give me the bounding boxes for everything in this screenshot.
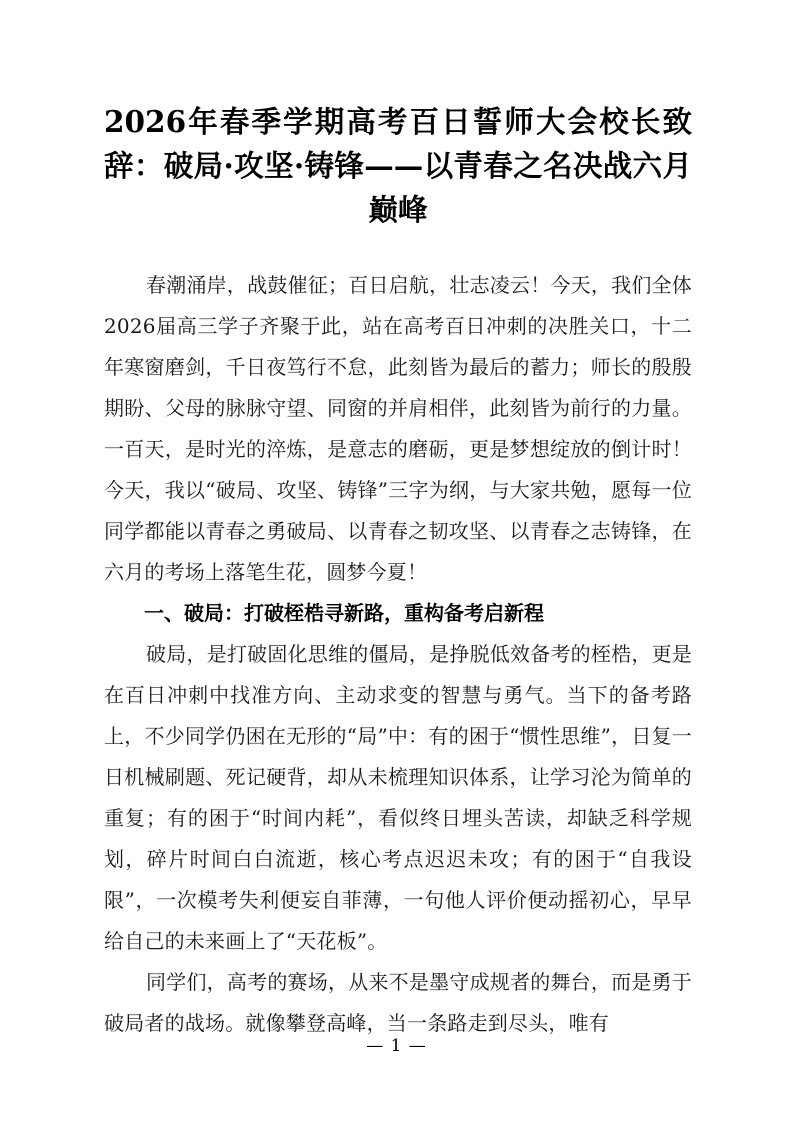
document-content — [104, 100, 692, 1044]
page-number-footer: — 1 — — [366, 1036, 427, 1056]
body-paragraph-1: 春潮涌岸，战鼓催征；百日启航，壮志凌云！今天，我们全体2026届高三学子齐聚于此，站在高考百日冲刺的决胜关口，十二年寒窗磨剑，千日夜笃行不怠，此刻皆为最后的蓄力；师长的殷殷期盼、父母的脉脉守望、同窗的并肩相伴，此刻皆为前行的力量。一百天，是时光的淬炼，是意志的磨砺，更是梦想绽放的倒计时！今天，我以“破局、攻坚、铸锋”三字为纲，与大家共勉，愿每一位同学都能以青春之勇破局、以青春之韧攻坚、以青春之志铸锋，在六月的考场上落笔生花，圆梦今夏！ — [104, 273, 692, 584]
section-heading-1: 一、破局：打破桎梏寻新路，重构备考启新程 — [144, 601, 544, 625]
page-title: 2026年春季学期高考百日誓师大会校长致辞：破局·攻坚·铸锋——以青春之名决战六月巅峰 — [104, 104, 692, 227]
body-paragraph-2: 破局，是打破固化思维的僵局，是挣脱低效备考的桎梏，更是在百日冲刺中找准方向、主动求变的智慧与勇气。当下的备考路上，不少同学仍困在无形的“局”中：有的困于“惯性思维”，日复一日机械刷题、死记硬背，却从未梳理知识体系，让学习沦为简单的重复；有的困于“时间内耗”，看似终日埋头苦读，却缺乏科学规划，碎片时间白白流逝，核心考点迟迟未攻；有的困于“自我设限”，一次模考失利便妄自菲薄，一句他人评价便动摇初心，早早给自己的未来画上了“天花板”。 — [104, 642, 692, 953]
title-body-spacer — [104, 232, 692, 265]
body-paragraph-3: 同学们，高考的赛场，从来不是墨守成规者的舞台，而是勇于破局者的战场。就像攀登高峰，当一条路走到尽头，唯有 — [104, 970, 692, 1035]
